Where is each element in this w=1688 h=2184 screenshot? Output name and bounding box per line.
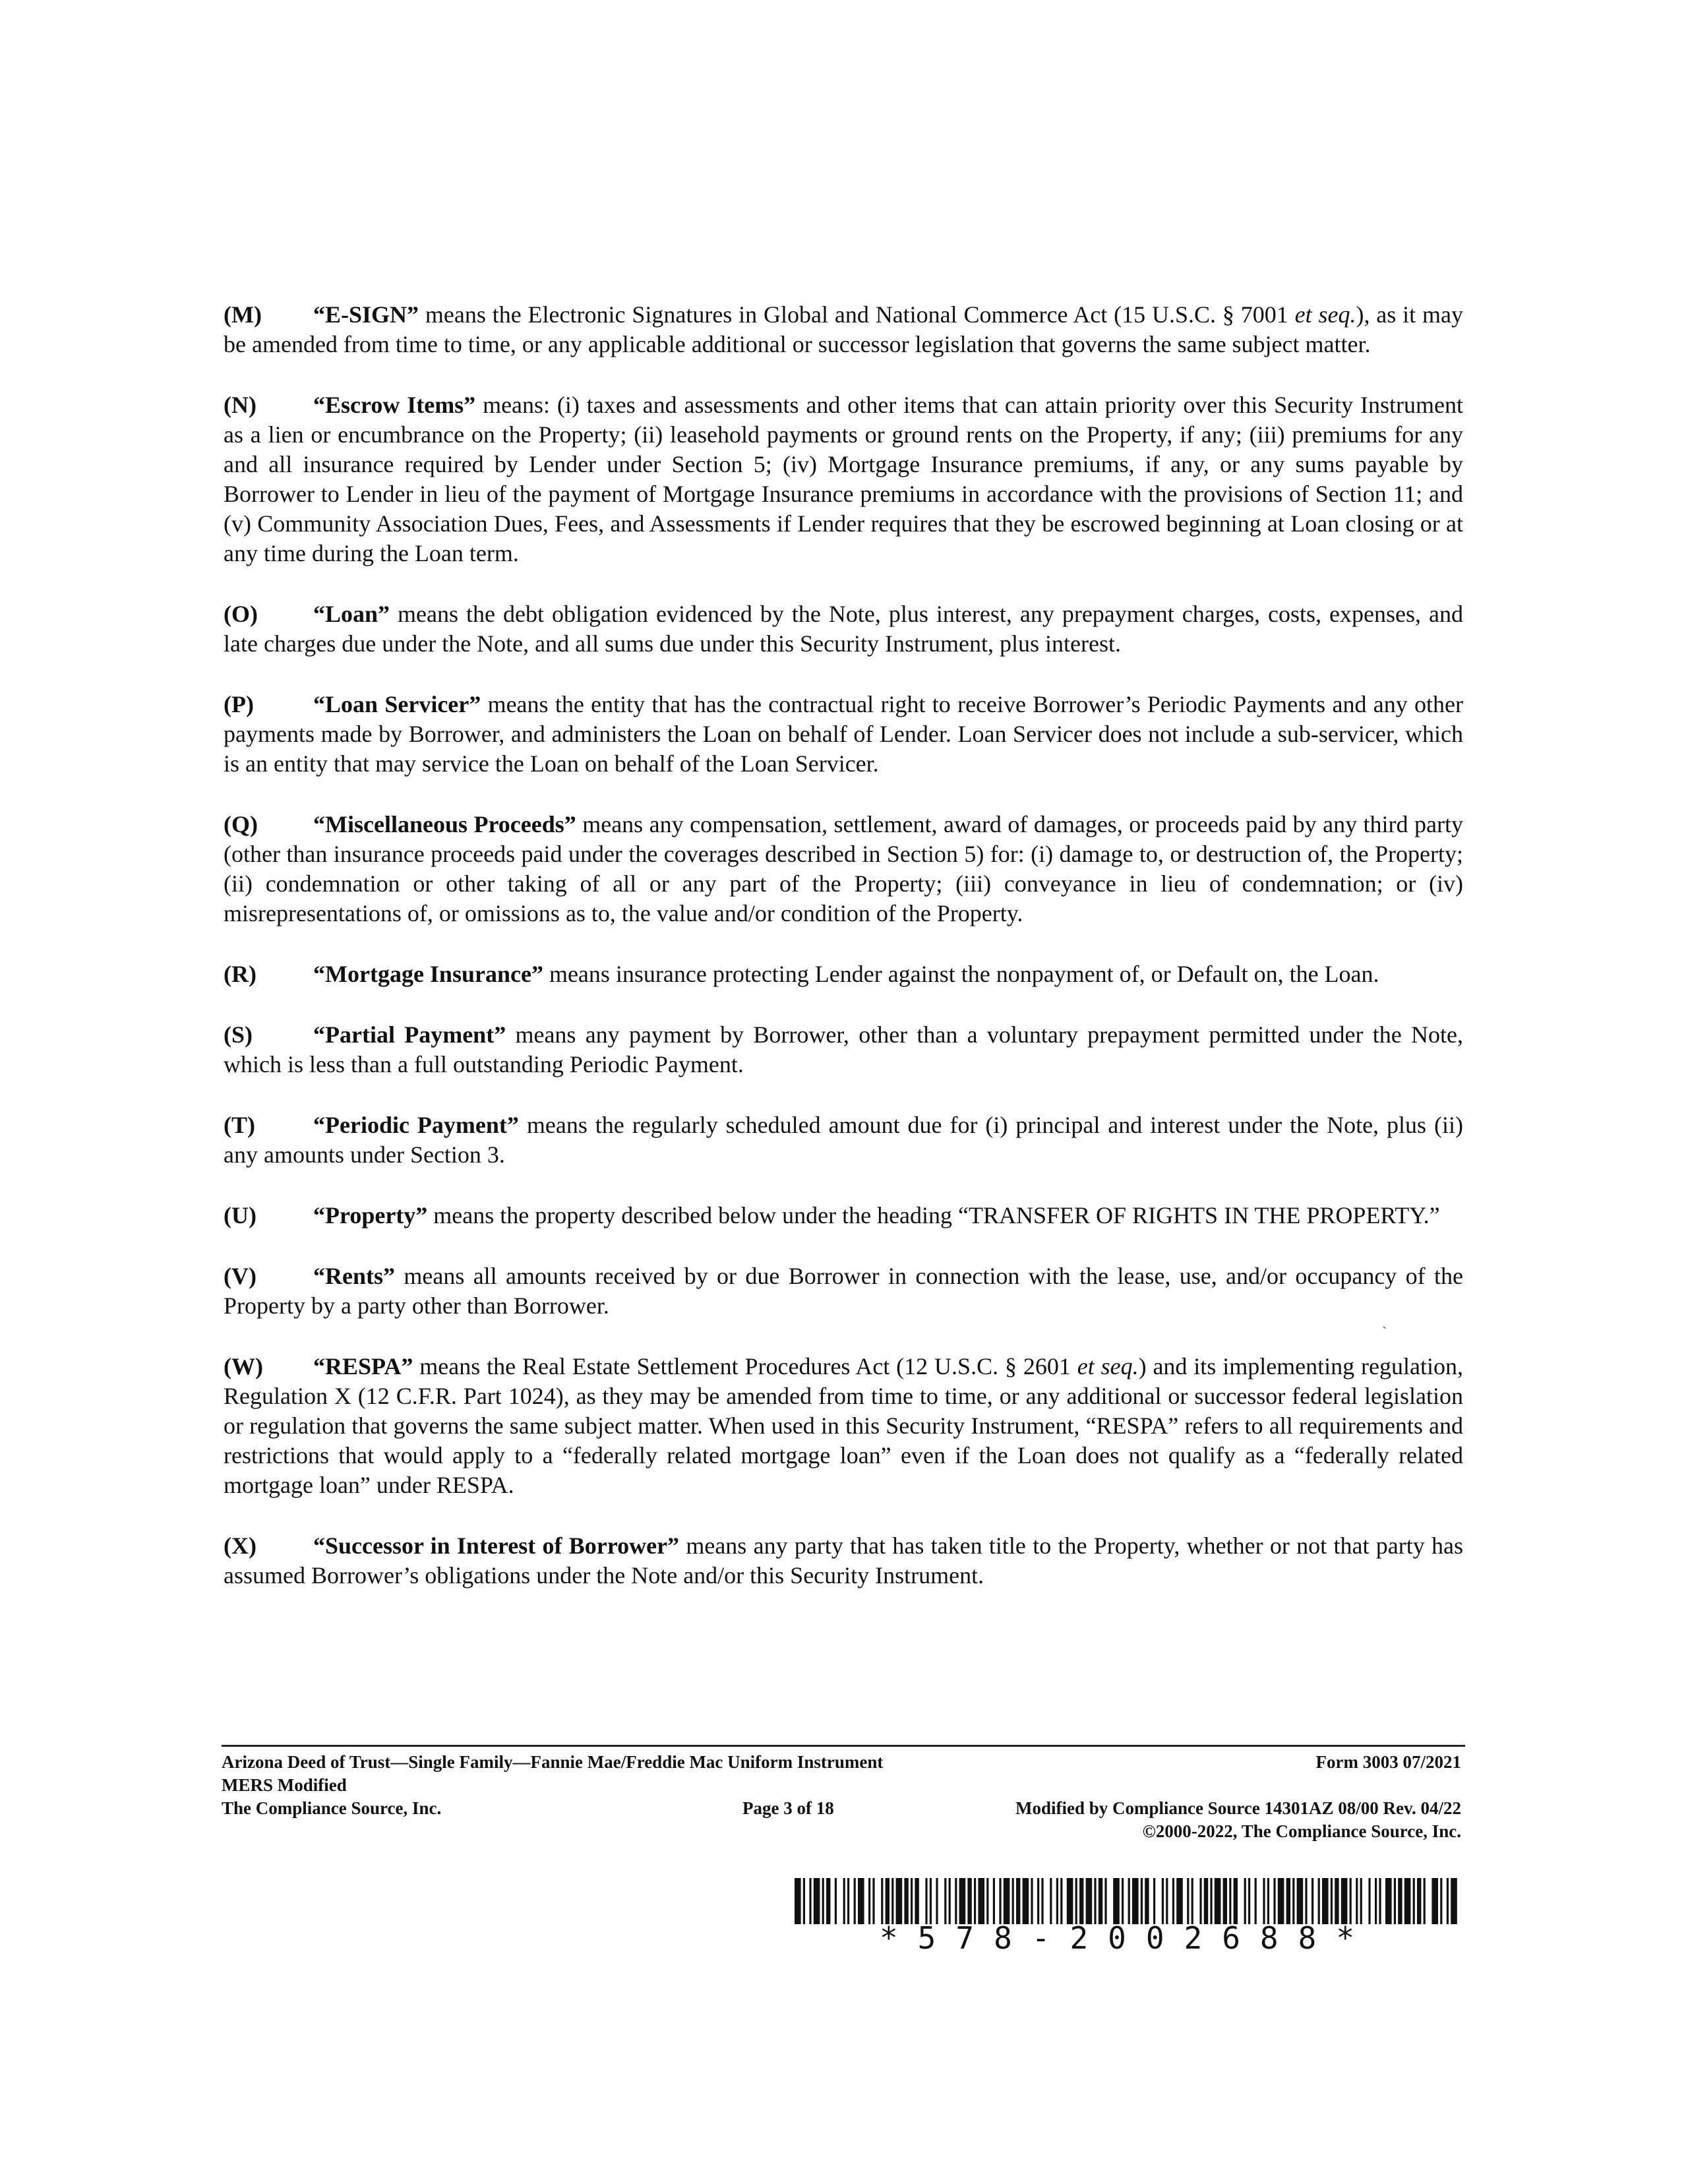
def-letter: (U) xyxy=(224,1202,256,1228)
barcode-bar xyxy=(959,1878,966,1924)
barcode-bar xyxy=(1379,1878,1381,1924)
barcode-bar xyxy=(1199,1878,1201,1924)
barcode-bar xyxy=(1297,1878,1304,1924)
def-term: “E-SIGN” xyxy=(313,301,419,328)
barcode-bar xyxy=(1440,1878,1442,1924)
barcode-bar xyxy=(1128,1878,1130,1924)
barcode-bar xyxy=(1424,1878,1426,1924)
barcode-bar xyxy=(1229,1878,1231,1924)
footer-copyright: ©2000-2022, The Compliance Source, Inc. xyxy=(1142,1821,1461,1841)
barcode-bar xyxy=(1215,1878,1221,1924)
barcode-bar xyxy=(925,1878,927,1924)
barcode-bar xyxy=(1278,1878,1284,1924)
barcode-bar xyxy=(1398,1878,1402,1924)
barcode-bar xyxy=(1341,1878,1348,1924)
definition-v xyxy=(224,1261,1463,1321)
definition-r xyxy=(224,959,1463,989)
barcode-bar xyxy=(1023,1878,1029,1924)
barcode-bar xyxy=(1244,1878,1246,1924)
def-term: “Loan” xyxy=(313,601,390,627)
barcode-bar xyxy=(974,1878,976,1924)
def-text: means: (i) taxes and assessments and other items that can attain priority over this Security Instrument as a lien or encumbrance on the Property; (ii) leasehold payments or ground rents on the Property, if any; (iii) premiums for any and all insurance required by Lender under Section 5; (iv) Mortgage Insurance premiums, if any, or any sums payable by Borrower to Lender in lieu of the payment of Mortgage Insurance premiums in accordance with the provisions of Section 11; and (v) Community Association Dues, Fees, and Assessments if Lender requires that they be escrowed beginning at Loan closing or at any time during the Loan term. xyxy=(224,392,1463,566)
definition-w xyxy=(224,1352,1463,1500)
barcode-bar xyxy=(978,1878,984,1924)
barcode-bar xyxy=(1166,1878,1168,1924)
def-text: means the debt obligation evidenced by the Note, plus interest, any prepayment charges, costs, expenses, and late charges due under the Note, and all sums due under this Security Instrument, plus interest. xyxy=(224,601,1463,657)
def-letter: (W) xyxy=(224,1353,263,1380)
barcode-bar xyxy=(1356,1878,1358,1924)
barcode-bar xyxy=(1292,1878,1294,1924)
barcode-bar xyxy=(999,1878,1001,1924)
barcode-bar xyxy=(1404,1878,1411,1924)
barcode-bar xyxy=(1094,1878,1096,1924)
barcode-bar xyxy=(872,1878,874,1924)
barcode-bar xyxy=(1350,1878,1352,1924)
barcode-bar xyxy=(835,1878,837,1924)
definition-m xyxy=(224,300,1463,359)
barcode-bar xyxy=(1394,1878,1396,1924)
def-letter: (T) xyxy=(224,1112,255,1138)
barcode-bar xyxy=(1267,1878,1269,1924)
definition-q xyxy=(224,810,1463,928)
footer-mers: MERS Modified xyxy=(222,1775,347,1795)
barcode-bar xyxy=(1263,1878,1265,1924)
barcode-bar xyxy=(1331,1878,1333,1924)
barcode-bar xyxy=(1056,1878,1058,1924)
footer-form-title: Arizona Deed of Trust—Single Family—Fannie Mae/Freddie Mac Uniform Instrument xyxy=(222,1752,884,1772)
def-text: means insurance protecting Lender against the nonpayment of, or Default on, the Loan. xyxy=(543,961,1379,987)
barcode-bar xyxy=(1318,1878,1320,1924)
barcode-bar xyxy=(814,1878,820,1924)
definition-s xyxy=(224,1020,1463,1079)
barcode-bar xyxy=(1086,1878,1093,1924)
footer-modified: Modified by Compliance Source 14301AZ 08/00 Rev. 04/22 xyxy=(1015,1798,1461,1818)
barcode-bar xyxy=(1099,1878,1102,1924)
barcode xyxy=(795,1878,1459,1924)
barcode-bar xyxy=(967,1878,971,1924)
definition-t xyxy=(224,1110,1463,1170)
barcode-bar xyxy=(1417,1878,1421,1924)
barcode-bar xyxy=(1255,1878,1257,1924)
def-term: “Periodic Payment” xyxy=(313,1112,519,1138)
barcode-bar xyxy=(1311,1878,1313,1924)
barcode-bar xyxy=(915,1878,919,1924)
def-letter: (O) xyxy=(224,601,258,627)
stray-mark: ˏ xyxy=(1382,1312,1387,1329)
barcode-bar xyxy=(1204,1878,1208,1924)
barcode-bar xyxy=(944,1878,946,1924)
barcode-bar xyxy=(795,1878,801,1924)
barcode-bar xyxy=(986,1878,988,1924)
barcode-bar xyxy=(1305,1878,1307,1924)
barcode-bar xyxy=(1153,1878,1155,1924)
def-letter: (N) xyxy=(224,392,256,418)
barcode-bar xyxy=(809,1878,811,1924)
footer-company: The Compliance Source, Inc. xyxy=(222,1798,442,1818)
barcode-bar xyxy=(1122,1878,1124,1924)
barcode-bar xyxy=(1145,1878,1149,1924)
barcode-bar xyxy=(886,1878,889,1924)
barcode-bar xyxy=(826,1878,830,1924)
def-text: means all amounts received by or due Borrower in connection with the lease, use, and/or occupancy of the Property by a party other than Borrower. xyxy=(224,1263,1463,1319)
def-term: “Mortgage Insurance” xyxy=(313,961,543,987)
barcode-bar xyxy=(1079,1878,1083,1924)
def-letter: (P) xyxy=(224,691,254,717)
barcode-bar xyxy=(1223,1878,1227,1924)
barcode-bar xyxy=(1016,1878,1020,1924)
barcode-bar xyxy=(1451,1878,1457,1924)
def-letter: (S) xyxy=(224,1021,253,1048)
def-text: means any party that has taken title to the Property, whether or not that party has assumed Borrower’s obligations under the Note and/or this Security Instrument. xyxy=(224,1532,1463,1589)
barcode-bar xyxy=(1187,1878,1189,1924)
definition-p xyxy=(224,690,1463,779)
def-text: means the property described below under the heading “TRANSFER OF RIGHTS IN THE PROPERTY.” xyxy=(427,1202,1440,1228)
barcode-bar xyxy=(1113,1878,1120,1924)
barcode-bar xyxy=(1360,1878,1362,1924)
definitions-list xyxy=(224,300,1463,1622)
def-term: “Rents” xyxy=(313,1263,395,1289)
def-text: means any compensation, settlement, award of damages, or proceeds paid by any third party (other than insurance proceeds paid under the coverages described in Section 5) for: (i) damage to, or destruction of, the Property; (ii) condemnation or other taking of all or any part of the Property; (iii) conveyance in lieu of condemnation; or (iv) misrepresentations of, or omissions as to, the value and/or condition of the Property. xyxy=(224,811,1463,926)
barcode-bar xyxy=(1031,1878,1033,1924)
barcode-bar xyxy=(881,1878,883,1924)
barcode-bar xyxy=(1037,1878,1039,1924)
definition-x xyxy=(224,1531,1463,1591)
footer-page-number: Page 3 of 18 xyxy=(742,1798,834,1818)
def-term: “Partial Payment” xyxy=(313,1021,506,1048)
barcode-bar xyxy=(930,1878,932,1924)
barcode-bar xyxy=(955,1878,957,1924)
barcode-bar xyxy=(911,1878,913,1924)
def-letter: (R) xyxy=(224,961,256,987)
barcode-bar xyxy=(993,1878,995,1924)
barcode-bar xyxy=(1067,1878,1073,1924)
def-text-tail: ) and its implementing regulation, Regulation X (12 C.F.R. Part 1024), as they may be amended from time to time, or any additional or successor federal legislation or regulation that governs the same subject matter. When used in this Security Instrument, “RESPA” refers to all requirements and restrictions that would apply to a “federally related mortgage loan” even if the Loan does not qualify as a “federally related mortgage loan” under RESPA. xyxy=(224,1353,1463,1498)
barcode-bar xyxy=(1104,1878,1106,1924)
barcode-bar xyxy=(1368,1878,1370,1924)
barcode-bar xyxy=(891,1878,893,1924)
barcode-bar xyxy=(1286,1878,1290,1924)
barcode-bar xyxy=(1162,1878,1164,1924)
def-letter: (Q) xyxy=(224,811,258,837)
barcode-bar xyxy=(1248,1878,1250,1924)
definition-u xyxy=(224,1201,1463,1230)
barcode-bar xyxy=(803,1878,805,1924)
barcode-bar xyxy=(1050,1878,1052,1924)
barcode-bar xyxy=(936,1878,938,1924)
barcode-bar xyxy=(1012,1878,1014,1924)
barcode-digits: *578-2002688* xyxy=(879,1920,1375,1956)
barcode-bar xyxy=(843,1878,845,1924)
barcode-bar xyxy=(847,1878,849,1924)
def-text: means the Real Estate Settlement Procedures Act (12 U.S.C. § 2601 xyxy=(413,1353,1077,1380)
barcode-bar xyxy=(1447,1878,1449,1924)
barcode-bar xyxy=(1432,1878,1438,1924)
barcode-bar xyxy=(1132,1878,1139,1924)
def-term: “Escrow Items” xyxy=(313,392,476,418)
barcode-bar xyxy=(1385,1878,1392,1924)
def-letter: (V) xyxy=(224,1263,256,1289)
barcode-bar xyxy=(1041,1878,1043,1924)
barcode-bar xyxy=(1172,1878,1174,1924)
barcode-bar xyxy=(1191,1878,1193,1924)
def-text: means the Electronic Signatures in Global and National Commerce Act (15 U.S.C. § 7001 xyxy=(419,301,1295,328)
barcode-bar xyxy=(1060,1878,1062,1924)
definition-n xyxy=(224,390,1463,568)
barcode-bar xyxy=(822,1878,824,1924)
barcode-bar xyxy=(904,1878,908,1924)
def-text-italic: et seq. xyxy=(1077,1353,1139,1380)
footer-form-number: Form 3003 07/2021 xyxy=(1315,1752,1461,1772)
definition-o xyxy=(224,599,1463,659)
def-text: means any payment by Borrower, other than a voluntary prepayment permitted under the Note, which is less than a full outstanding Periodic Payment. xyxy=(224,1021,1464,1077)
barcode-bar xyxy=(1075,1878,1077,1924)
def-letter: (M) xyxy=(224,301,262,328)
def-term: “Property” xyxy=(313,1202,428,1228)
def-term: “Loan Servicer” xyxy=(313,691,481,717)
barcode-bar xyxy=(896,1878,903,1924)
barcode-bar xyxy=(1322,1878,1329,1924)
def-letter: (X) xyxy=(224,1532,256,1559)
def-text-italic: et seq. xyxy=(1294,301,1356,328)
barcode-bar xyxy=(1176,1878,1183,1924)
barcode-bar xyxy=(854,1878,856,1924)
barcode-bar xyxy=(1413,1878,1415,1924)
barcode-bar xyxy=(1210,1878,1212,1924)
def-term: “RESPA” xyxy=(313,1353,413,1380)
def-text-tail: ), as it may be amended from time to time, or any applicable additional or successor legislation that governs the same subject matter. xyxy=(224,301,1463,357)
barcode-bar xyxy=(1375,1878,1377,1924)
barcode-bar xyxy=(858,1878,864,1924)
def-text: means the regularly scheduled amount due for (i) principal and interest under the Note, plus (ii) any amounts under Section 3. xyxy=(224,1112,1463,1168)
form-footer xyxy=(222,1745,1465,1843)
barcode-bar xyxy=(1234,1878,1238,1924)
barcode-bar xyxy=(1335,1878,1339,1924)
barcode-bar xyxy=(1141,1878,1143,1924)
def-term: “Successor in Interest of Borrower” xyxy=(313,1532,680,1559)
def-text: means the entity that has the contractual right to receive Borrower’s Periodic Payments and any other payments made by Borrower, and administers the Loan on behalf of Lender. Loan Servicer does not include a sub-servicer, which is an entity that may service the Loan on behalf of the Loan Servicer. xyxy=(224,691,1463,777)
barcode-bar xyxy=(1004,1878,1010,1924)
barcode-bar xyxy=(949,1878,951,1924)
barcode-bar xyxy=(1273,1878,1275,1924)
def-term: “Miscellaneous Proceeds” xyxy=(313,811,576,837)
barcode-bar xyxy=(868,1878,870,1924)
